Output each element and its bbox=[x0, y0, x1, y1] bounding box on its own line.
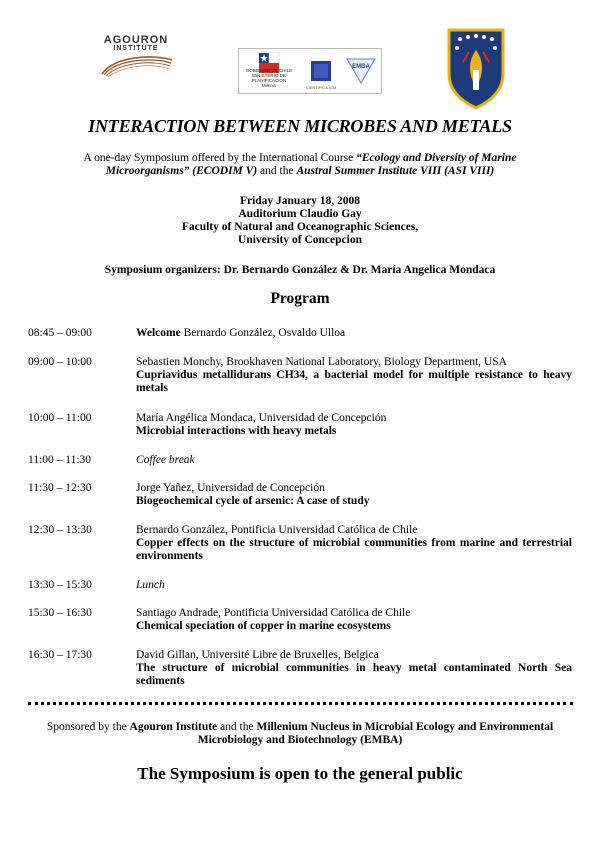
program-heading: Program bbox=[270, 290, 330, 307]
gobierno-line3: Milenio bbox=[261, 83, 277, 88]
sponsor-part2: and the bbox=[217, 721, 257, 733]
program-speaker: Bernardo González, Osvaldo Ulloa bbox=[180, 327, 346, 339]
event-details bbox=[0, 195, 600, 247]
emba-shield-icon bbox=[343, 49, 379, 93]
program-talk-title: Cupriavidus metallidurans CH34, a bacterial model for multiple resistance to heavy metals bbox=[136, 369, 572, 394]
sponsor-text bbox=[30, 721, 570, 747]
event-venue: Auditorium Claudio Gay bbox=[238, 208, 362, 220]
agouron-logo bbox=[96, 34, 176, 78]
program-talk-title: Biogeochemical cycle of arsenic: A case of study bbox=[136, 495, 370, 507]
event-date: Friday January 18, 2008 bbox=[239, 195, 361, 207]
agouron-swoosh-icon bbox=[96, 52, 176, 78]
program-time: 09:00 – 10:00 bbox=[28, 356, 92, 368]
intro-part1: A one-day Symposium offered by the International Course bbox=[83, 152, 357, 164]
dotted-divider bbox=[28, 702, 573, 705]
program-time: 16:30 – 17:30 bbox=[28, 649, 92, 661]
program-speaker: Santiago Andrade, Pontificia Universidad Católica de Chile bbox=[136, 607, 411, 619]
program-speaker: Bernardo González, Pontificia Universidad Católica de Chile bbox=[136, 524, 418, 536]
intro-part2: and the bbox=[257, 165, 297, 177]
event-faculty: Faculty of Natural and Oceanographic Sciences, bbox=[181, 221, 419, 233]
program-speaker: Jorge Yañez, Universidad de Concepción bbox=[136, 482, 325, 494]
program-time: 11:00 – 11:30 bbox=[28, 454, 92, 466]
program-talk-title: Copper effects on the structure of microbial communities from marine and terrestrial environments bbox=[136, 537, 572, 562]
university-crest-icon bbox=[445, 26, 507, 110]
page-title: INTERACTION BETWEEN MICROBES AND METALS bbox=[88, 116, 512, 136]
agouron-logo-name: AGOURON bbox=[103, 34, 169, 46]
logo-bar bbox=[0, 22, 600, 102]
program-break: Lunch bbox=[136, 579, 165, 591]
program-time: 11:30 – 12:30 bbox=[28, 482, 92, 494]
icm-logo bbox=[303, 49, 339, 93]
program-time: 13:30 – 15:30 bbox=[28, 579, 92, 591]
gobierno-line2: MINISTERIO DE PLANIFICACION bbox=[251, 73, 287, 83]
program-time: 15:30 – 16:30 bbox=[28, 607, 92, 619]
program-talk-title: The structure of microbial communities in heavy metal contaminated North Sea sediments bbox=[136, 662, 572, 687]
intro-course: “Ecology and Diversity of Marine Microorganisms” (ECODIM V) bbox=[105, 152, 517, 177]
program-time: 12:30 – 13:30 bbox=[28, 524, 92, 536]
intro-institute: Austral Summer Institute VIII (ASI VIII) bbox=[296, 165, 495, 177]
organizers: Symposium organizers: Dr. Bernardo González & Dr. María Angelica Mondaca bbox=[104, 264, 496, 276]
gobierno-line1: GOBIERNO DE CHILE bbox=[245, 68, 293, 73]
sponsor-part1: Sponsored by the bbox=[46, 721, 130, 733]
icm-label: CIENTIFICA ICM bbox=[305, 85, 337, 90]
gobierno-de-chile-logo bbox=[239, 49, 299, 93]
program-talk-title: Chemical speciation of copper in marine ecosystems bbox=[136, 620, 391, 632]
program-break: Coffee break bbox=[136, 454, 195, 466]
partner-logos bbox=[238, 48, 382, 94]
agouron-logo-sub: INSTITUTE bbox=[113, 45, 159, 52]
program-speaker: María Angélica Mondaca, Universidad de Concepción bbox=[136, 412, 387, 424]
program-lead: Welcome bbox=[136, 327, 181, 339]
program-talk-title: Microbial interactions with heavy metals bbox=[136, 425, 337, 437]
intro-text bbox=[60, 152, 540, 178]
public-notice: The Symposium is open to the general public bbox=[137, 764, 463, 783]
program-speaker: David Gillan, Université Libre de Bruxelles, Belgica bbox=[136, 649, 379, 661]
event-university: University of Concepcion bbox=[238, 234, 362, 246]
program-speaker: Sebastien Monchy, Brookhaven National Laboratory, Biology Department, USA bbox=[136, 356, 507, 368]
emba-label: EMBA bbox=[352, 64, 370, 70]
program-time: 08:45 – 09:00 bbox=[28, 327, 92, 339]
icm-square-icon bbox=[303, 49, 339, 93]
program-time: 10:00 – 11:00 bbox=[28, 412, 92, 424]
sponsor-org1: Agouron Institute bbox=[129, 721, 218, 733]
sponsor-org2: Millenium Nucleus in Microbial Ecology and Environmental Microbiology and Biotechnology (EMBA) bbox=[197, 721, 554, 746]
emba-logo bbox=[343, 49, 379, 93]
